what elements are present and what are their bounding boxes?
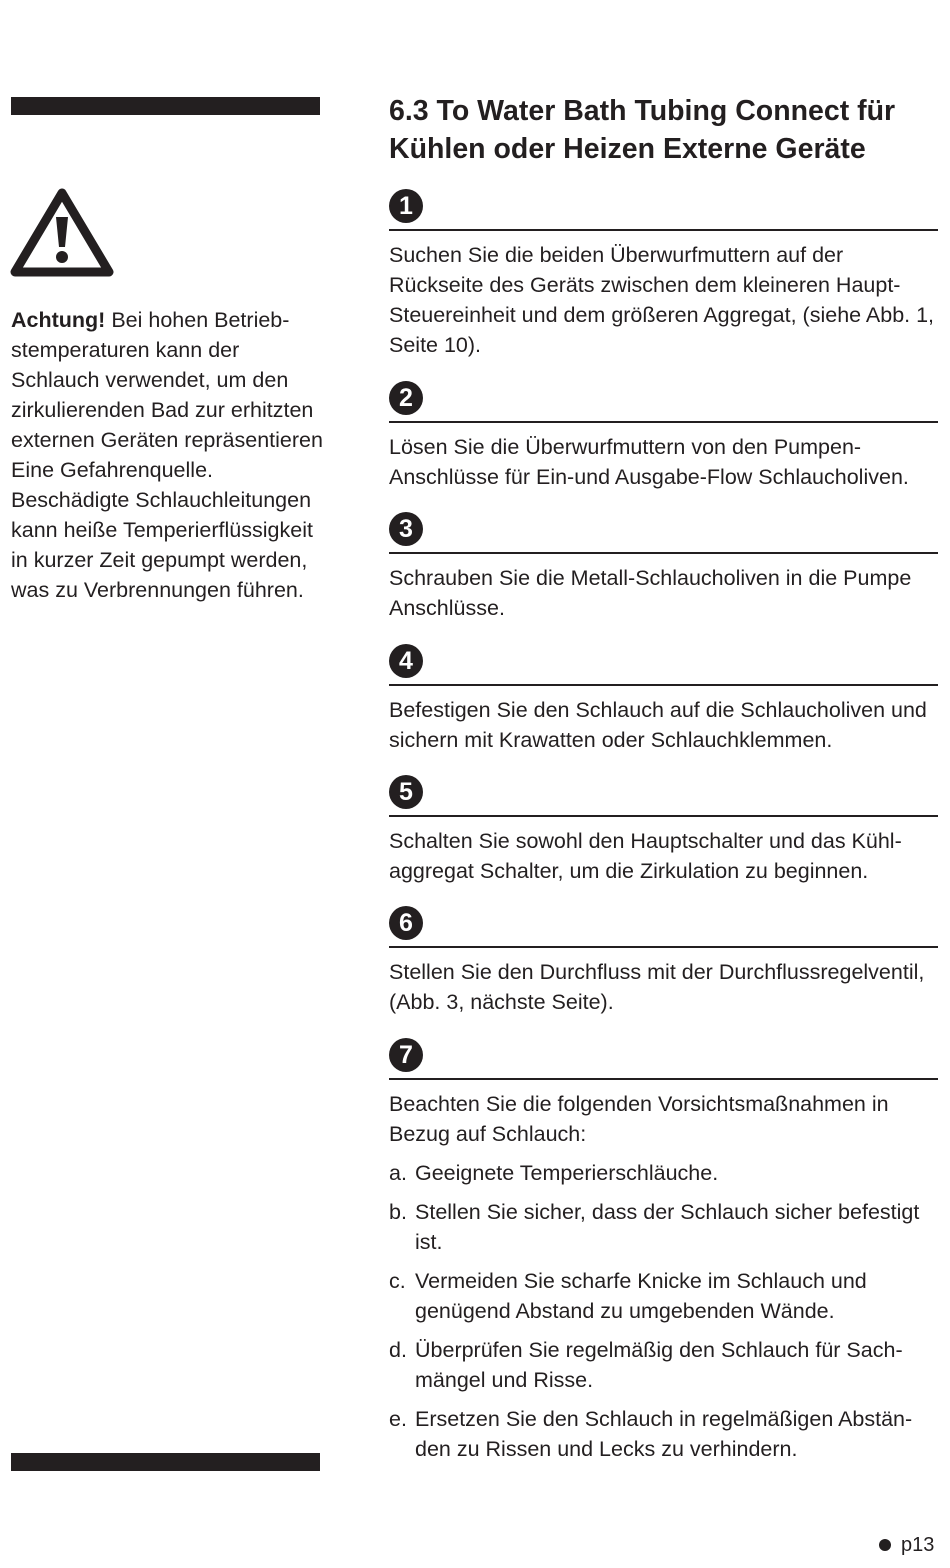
list-marker: c. xyxy=(389,1269,406,1293)
step-5 xyxy=(389,773,938,886)
step-text: Befestigen Sie den Schlauch auf die Schlaucholiven und sichern mit Krawatten oder Schlauchklemmen. xyxy=(389,698,927,752)
step-number-badge: 4 xyxy=(389,644,423,678)
step-number-badge: 1 xyxy=(389,189,423,223)
step-text: Schalten Sie sowohl den Hauptschalter und das Kühlaggregat Schalter, um die Zirkulation zu beginnen. xyxy=(389,829,902,883)
list-marker: d. xyxy=(389,1338,407,1362)
list-item-text: Ersetzen Sie den Schlauch in regelmäßigen Abständen zu Rissen und Lecks zu verhindern. xyxy=(415,1407,913,1461)
bottom-rule-bar xyxy=(11,1453,320,1471)
step-header xyxy=(389,642,938,686)
list-item xyxy=(389,1335,938,1395)
warning-note xyxy=(11,305,323,605)
step-3 xyxy=(389,510,938,623)
step-header xyxy=(389,187,938,231)
step-number-badge: 5 xyxy=(389,775,423,809)
step-number-badge: 2 xyxy=(389,381,423,415)
warning-body: Bei hohen Betriebstemperaturen kann der Schlauch verwendet, um den zirkulierenden Bad zur erhitzten externen Geräten repräsentieren Eine Gefahrenquelle. Beschädigte Schlauchleitungen kann heiße Temperierflüssigkeit in kurzer Zeit gepumpt werden, was zu Verbrennungen führen. xyxy=(11,308,323,602)
warning-triangle-icon xyxy=(10,187,114,279)
page-number-label: p13 xyxy=(901,1534,935,1556)
step-header xyxy=(389,773,938,817)
bullet-dot-icon xyxy=(879,1539,891,1551)
step-text: Suchen Sie die beiden Überwurfmuttern auf der Rückseite des Geräts zwischen dem kleineren HauptSteuereinheit und dem größeren Aggregat, (siehe Abb. 1, Seite 10). xyxy=(389,243,935,357)
step-text: Stellen Sie den Durchfluss mit der Durchflussregelventil, (Abb. 3, nächste Seite). xyxy=(389,960,925,1014)
step-6 xyxy=(389,904,938,1017)
step-number-badge: 6 xyxy=(389,906,423,940)
warning-lead: Achtung! xyxy=(11,308,106,332)
step-number-badge: 3 xyxy=(389,512,423,546)
list-item xyxy=(389,1404,938,1464)
step-text: Schrauben Sie die Metall-Schlaucholiven in die Pumpe Anschlüsse. xyxy=(389,566,912,620)
list-marker: b. xyxy=(389,1200,407,1224)
step-1 xyxy=(389,187,938,360)
step-header xyxy=(389,904,938,948)
step-header xyxy=(389,510,938,554)
step-text: Beachten Sie die folgenden Vorsichtsmaßnahmen in Bezug auf Schlauch: xyxy=(389,1092,889,1146)
list-item-text: Geeignete Temperierschläuche. xyxy=(415,1161,719,1185)
list-item-text: Vermeiden Sie scharfe Knicke im Schlauch und genügend Abstand zu umgebenden Wände. xyxy=(415,1269,867,1323)
step-4 xyxy=(389,642,938,755)
step-7 xyxy=(389,1036,938,1464)
list-item xyxy=(389,1197,938,1257)
precaution-list xyxy=(389,1158,938,1464)
step-number-badge: 7 xyxy=(389,1038,423,1072)
step-text: Lösen Sie die Überwurfmuttern von den PumpenAnschlüsse für Ein-und Ausgabe-Flow Schlaucholiven. xyxy=(389,435,909,489)
list-item xyxy=(389,1158,938,1188)
top-rule-bar xyxy=(11,97,320,115)
step-header xyxy=(389,379,938,423)
list-marker: a. xyxy=(389,1161,407,1185)
list-item xyxy=(389,1266,938,1326)
page-number xyxy=(879,1531,934,1559)
list-item-text: Stellen Sie sicher, dass der Schlauch sicher befestigt ist. xyxy=(415,1200,920,1254)
list-item-text: Überprüfen Sie regelmäßig den Schlauch für Sachmängel und Risse. xyxy=(415,1338,903,1392)
step-2 xyxy=(389,379,938,492)
section-title: 6.3 To Water Bath Tubing Connect für Kühlen oder Heizen Externe Geräte xyxy=(389,95,896,165)
step-header xyxy=(389,1036,938,1080)
list-marker: e. xyxy=(389,1407,407,1431)
